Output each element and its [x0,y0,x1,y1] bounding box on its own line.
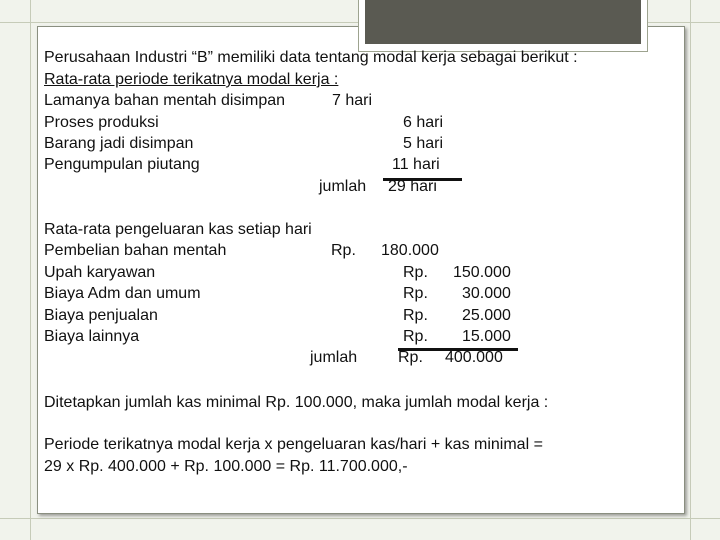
cash-row-amount: 25.000 [462,307,511,324]
cash-heading: Rata-rata pengeluaran kas setiap hari [44,221,312,238]
background-line [30,0,31,540]
cash-row-label: Biaya Adm dan umum [44,285,201,302]
cash-row-label: Biaya penjualan [44,307,158,324]
period-row-value: 11 hari [392,156,440,173]
cash-total-amount: 400.000 [445,349,503,366]
period-heading: Rata-rata periode terikatnya modal kerja : [44,71,339,88]
cash-row-currency: Rp. [403,285,428,302]
period-row-label: Barang jadi disimpan [44,135,194,152]
period-row-label: Pengumpulan piutang [44,156,200,173]
cash-total-label: jumlah [310,349,358,366]
background-line [690,0,691,540]
background-line [0,518,720,519]
period-row-value: 7 hari [332,92,373,109]
title-placeholder [365,0,641,44]
period-total-label: jumlah [319,178,367,195]
period-row-value: 5 hari [403,135,444,152]
period-row-label: Proses produksi [44,114,159,131]
period-total-value: 29 hari [388,178,437,195]
cash-row-currency: Rp. [403,328,428,345]
cash-row-amount: 150.000 [453,264,511,281]
cash-row-label: Biaya lainnya [44,328,140,345]
cash-row-label: Upah karyawan [44,264,156,281]
period-row-label: Lamanya bahan mentah disimpan [44,92,286,109]
formula-line: Periode terikatnya modal kerja x pengeluaran kas/hari + kas minimal = [44,436,543,453]
minimum-cash-note: Ditetapkan jumlah kas minimal Rp. 100.000, maka jumlah modal kerja : [44,394,549,411]
cash-row-amount: 180.000 [381,242,439,259]
cash-total-currency: Rp. [398,349,423,366]
cash-row-amount: 15.000 [462,328,511,345]
cash-row-label: Pembelian bahan mentah [44,242,227,259]
result-line: 29 x Rp. 400.000 + Rp. 100.000 = Rp. 11.700.000,- [44,458,408,475]
cash-row-currency: Rp. [403,307,428,324]
cash-row-currency: Rp. [331,242,356,259]
period-row-value: 6 hari [403,114,444,131]
intro-text: Perusahaan Industri “B” memiliki data tentang modal kerja sebagai berikut : [44,49,578,66]
cash-row-currency: Rp. [403,264,428,281]
cash-row-amount: 30.000 [462,285,511,302]
